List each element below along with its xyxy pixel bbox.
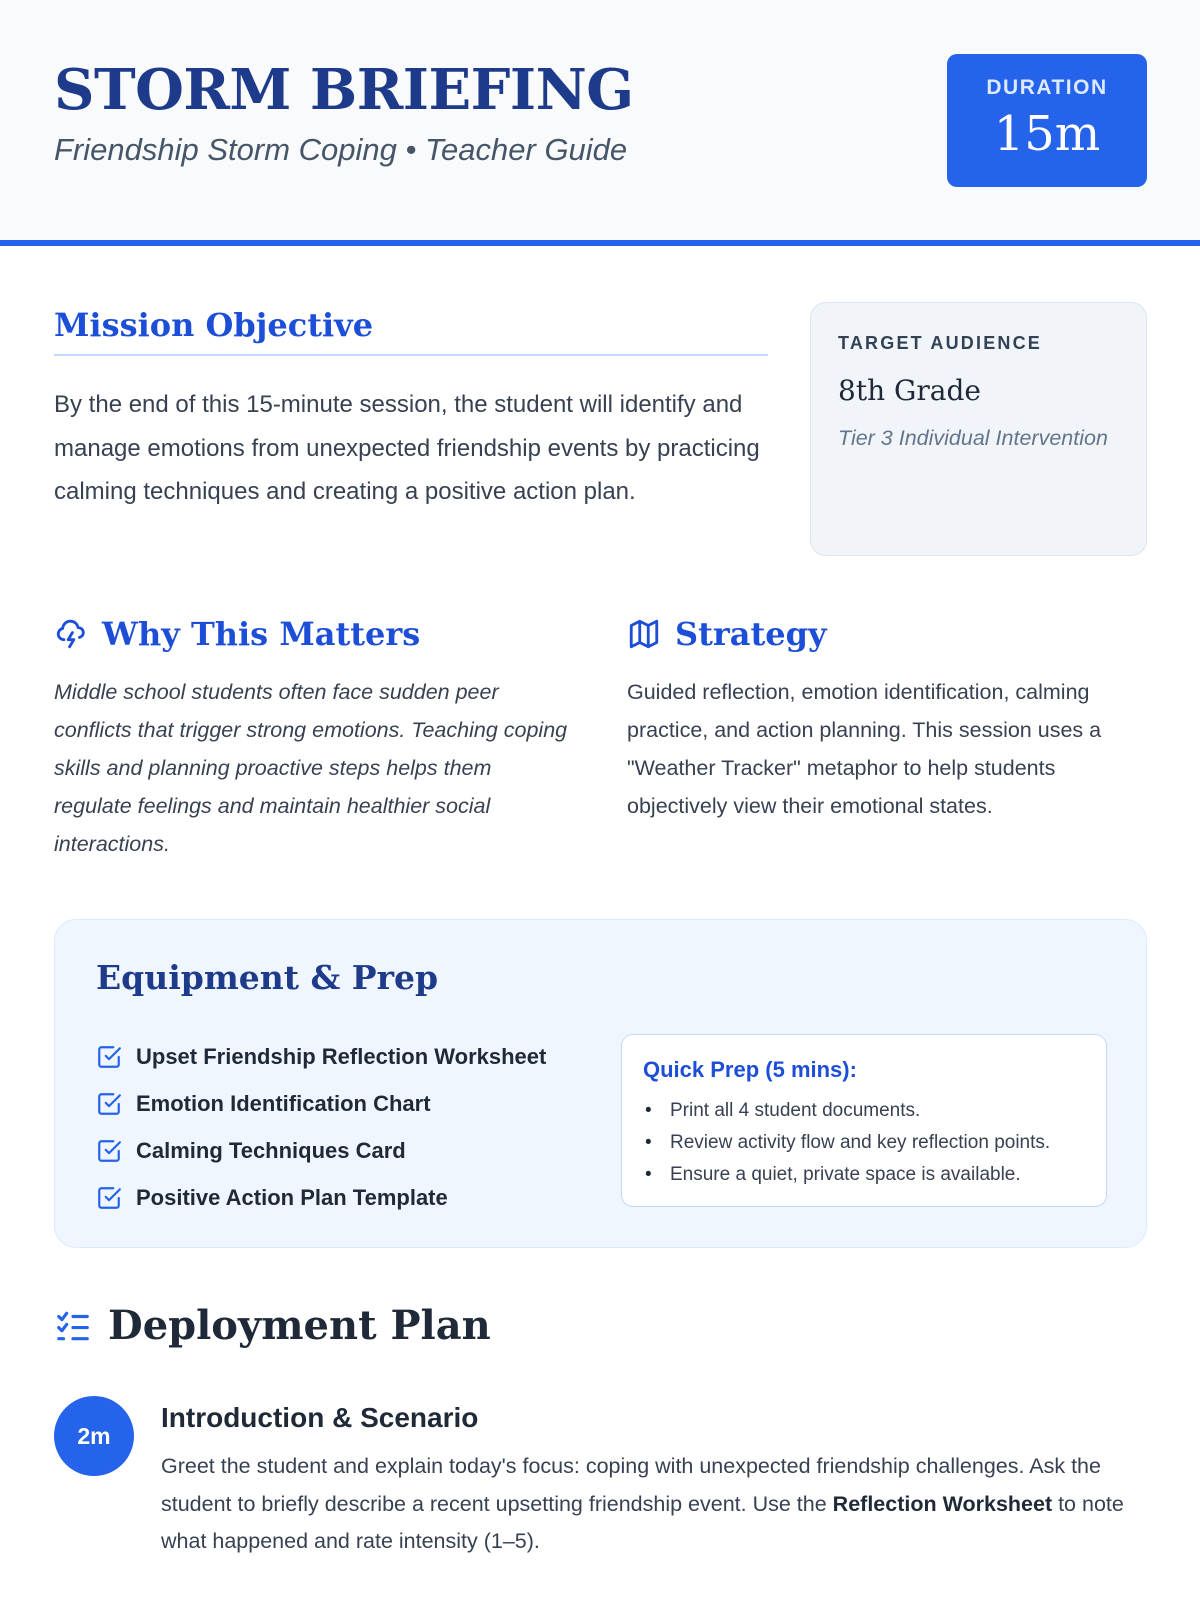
deployment-plan-title: Deployment Plan xyxy=(108,1302,491,1349)
checkbox-checked-icon xyxy=(96,1138,122,1164)
page-subtitle: Friendship Storm Coping • Teacher Guide xyxy=(54,132,628,167)
step-description-part: to note what happened and rate intensity (1–5). xyxy=(161,1491,1124,1553)
page-title: STORM BRIEFING xyxy=(54,57,634,123)
quick-prep-title: Quick Prep (5 mins): xyxy=(643,1057,857,1082)
quick-prep-list xyxy=(643,1095,1050,1191)
strategy-heading xyxy=(627,612,827,656)
equipment-prep-heading: Equipment & Prep xyxy=(96,958,439,997)
duration-label: DURATION xyxy=(986,76,1108,99)
equipment-list xyxy=(96,1033,546,1221)
equipment-prep-card xyxy=(54,919,1147,1248)
equipment-item-label: Emotion Identification Chart xyxy=(136,1090,431,1116)
equipment-item xyxy=(96,1033,546,1080)
mission-objective-heading: Mission Objective xyxy=(54,304,768,356)
quick-prep-item: • Print all 4 student documents. xyxy=(643,1095,1050,1127)
deployment-plan-heading xyxy=(54,1302,491,1349)
checkbox-checked-icon xyxy=(96,1091,122,1117)
mission-objective-text: By the end of this 15-minute session, the student will identify and manage emotions from unexpected friendship events by practicing calming techniques and creating a positive action plan. xyxy=(54,391,760,505)
equipment-item-label: Upset Friendship Reflection Worksheet xyxy=(136,1043,547,1069)
why-this-matters-title: Why This Matters xyxy=(102,615,421,653)
target-audience-card xyxy=(810,302,1147,556)
quick-prep-item: • Ensure a quiet, private space is available. xyxy=(643,1159,1050,1191)
duration-badge xyxy=(947,54,1147,187)
equipment-item xyxy=(96,1127,546,1174)
why-this-matters-heading xyxy=(54,612,420,656)
checklist-icon xyxy=(54,1307,92,1345)
equipment-item xyxy=(96,1174,546,1221)
duration-value: 15m xyxy=(993,106,1101,162)
quick-prep-box xyxy=(621,1034,1107,1207)
step-description xyxy=(161,1448,1146,1561)
strategy-text: Guided reflection, emotion identification, calming practice, and action planning. This session uses a "Weather Tracker" metaphor to help students objectively view their emotional states. xyxy=(627,680,1102,818)
equipment-item-label: Positive Action Plan Template xyxy=(136,1184,448,1210)
step-title: Introduction & Scenario xyxy=(161,1402,479,1433)
target-audience-grade: 8th Grade xyxy=(838,374,981,407)
checkbox-checked-icon xyxy=(96,1044,122,1070)
target-audience-tier: Tier 3 Individual Intervention xyxy=(838,426,1108,450)
page-header xyxy=(0,0,1200,246)
strategy-title: Strategy xyxy=(675,615,827,653)
step-description-bold: Reflection Worksheet xyxy=(832,1491,1053,1516)
target-audience-label: TARGET AUDIENCE xyxy=(838,333,1042,353)
why-this-matters-text: Middle school students often face sudden peer conflicts that trigger strong emotions. Teaching coping skills and planning proactive steps helps them regulate feelings and maintain healthier social interactions. xyxy=(54,680,568,856)
step-description-part: Greet the student and explain today's focus: coping with unexpected friendship challenges. Ask the student to briefly describe a recent upsetting friendship event. Use the xyxy=(161,1454,1101,1516)
equipment-item-label: Calming Techniques Card xyxy=(136,1137,406,1163)
map-icon xyxy=(627,617,661,651)
step-time-badge: 2m xyxy=(54,1396,134,1476)
checkbox-checked-icon xyxy=(96,1185,122,1211)
quick-prep-item: • Review activity flow and key reflection points. xyxy=(643,1127,1050,1159)
equipment-item xyxy=(96,1080,546,1127)
cloud-lightning-icon xyxy=(54,617,88,651)
